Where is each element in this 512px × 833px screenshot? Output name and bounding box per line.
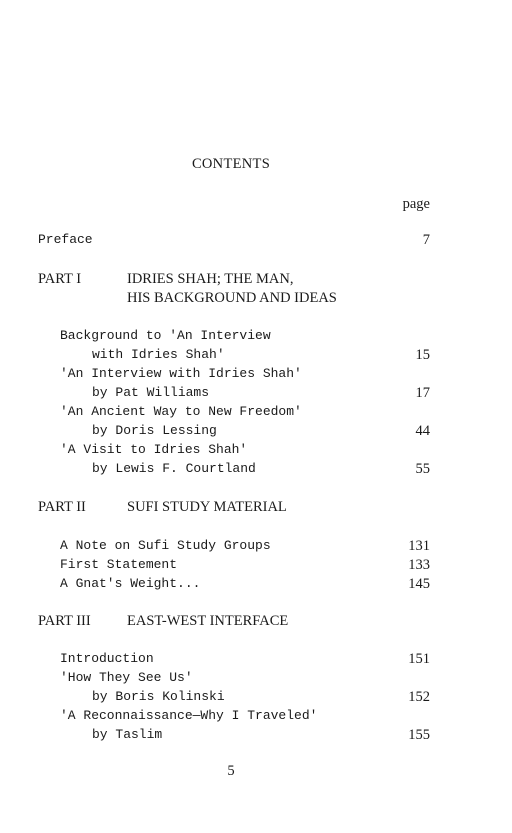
preface-page: 7 (422, 232, 430, 248)
page-column-heading: page (402, 196, 430, 212)
toc-entry-subline: by Pat Williams (92, 385, 210, 400)
toc-entry-page: 15 (415, 347, 430, 363)
toc-entry-line: A Gnat's Weight... (60, 576, 201, 591)
toc-entry-line: 'A Visit to Idries Shah' (60, 442, 248, 457)
toc-entry-subline: by Doris Lessing (92, 423, 217, 438)
part2-title: SUFI STUDY MATERIAL (127, 499, 287, 515)
toc-entry-line: First Statement (60, 557, 178, 572)
toc-entry-page: 55 (415, 461, 430, 477)
toc-entry-line: 'An Interview with Idries Shah' (60, 366, 302, 381)
toc-entry-page: 145 (408, 576, 430, 592)
toc-entry-page: 131 (408, 538, 430, 554)
toc-entry-subline: by Lewis F. Courtland (92, 461, 256, 476)
toc-entry-line: Background to 'An Interview (60, 328, 271, 343)
page-title: CONTENTS (191, 156, 271, 172)
toc-entry-page: 155 (408, 727, 430, 743)
toc-entry-page: 151 (408, 651, 430, 667)
toc-entry-line: 'How They See Us' (60, 670, 193, 685)
part3-label: PART III (38, 613, 91, 629)
toc-entry-subline: by Taslim (92, 727, 163, 742)
toc-entry-page: 17 (415, 385, 430, 401)
toc-entry-line: A Note on Sufi Study Groups (60, 538, 271, 553)
toc-entry-line: 'An Ancient Way to New Freedom' (60, 404, 302, 419)
part2-label: PART II (38, 499, 86, 515)
toc-entry-page: 152 (408, 689, 430, 705)
preface-label: Preface (38, 232, 93, 247)
toc-entry-page: 133 (408, 557, 430, 573)
toc-entry-subline: with Idries Shah' (92, 347, 225, 362)
toc-entry-line: 'A Reconnaissance—Why I Traveled' (60, 708, 318, 723)
part1-title-line1: IDRIES SHAH; THE MAN, (127, 271, 294, 287)
part1-title-line2: HIS BACKGROUND AND IDEAS (127, 290, 337, 306)
page-number: 5 (227, 763, 235, 779)
part1-label: PART I (38, 271, 82, 287)
toc-entry-line: Introduction (60, 651, 154, 666)
toc-entry-subline: by Boris Kolinski (92, 689, 225, 704)
toc-entry-page: 44 (415, 423, 430, 439)
part3-title: EAST-WEST INTERFACE (127, 613, 289, 629)
